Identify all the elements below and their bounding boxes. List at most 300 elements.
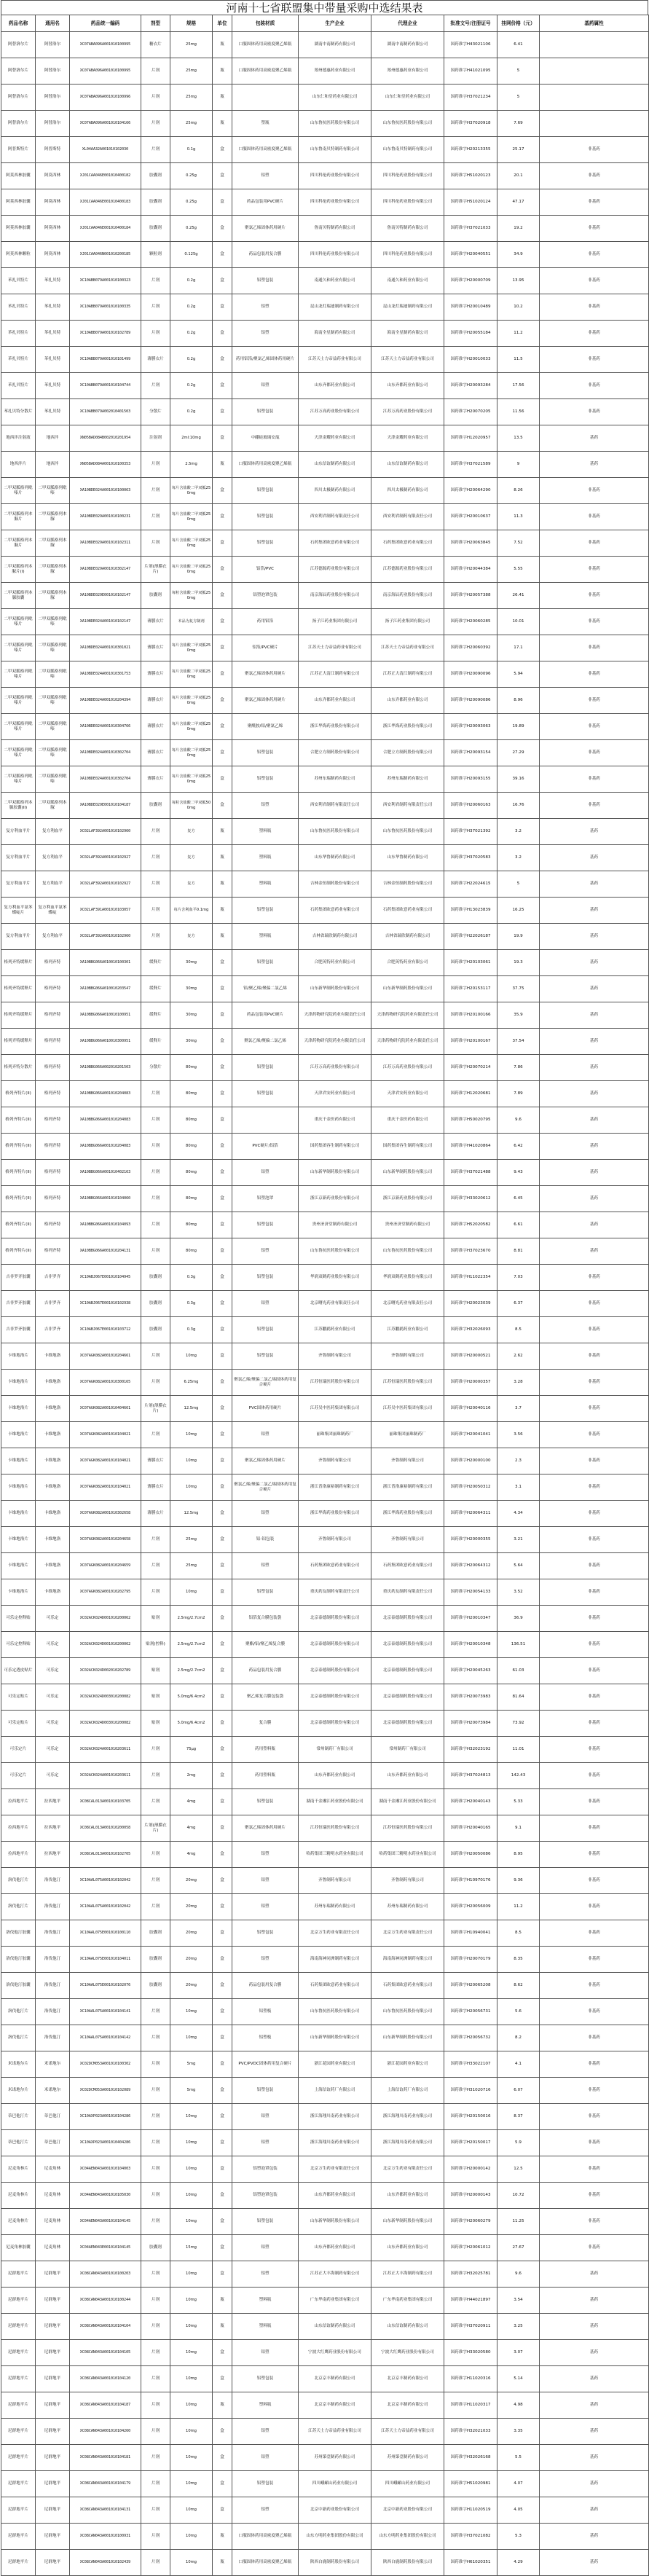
cell-price: 7.69 [497, 111, 540, 137]
cell-unit: 瓶 [213, 819, 232, 845]
cell-packaging: 铝塑包装 [232, 268, 299, 294]
cell-agent: 山东齐都药业有限公司 [371, 688, 444, 714]
cell-approval-number: 国药准字H20103061 [444, 950, 497, 976]
cell-generic-name: 可乐定 [36, 1606, 70, 1632]
cell-dosage-form: 片剂 [141, 2524, 170, 2550]
cell-drug-name: 二甲双胍格列本脲胶囊(II) [1, 793, 36, 819]
cell-generic-name: 尼群地平 [36, 2392, 70, 2419]
cell-agent: 国药集团容生制药有限公司 [371, 1134, 444, 1160]
cell-essential-drug: 非基药 [540, 1265, 649, 1291]
cell-price: 2.62 [497, 1343, 540, 1370]
cell-spec: 4mg [170, 1842, 213, 1868]
cell-approval-number: 国药准字H12020681 [444, 1081, 497, 1107]
cell-generic-name: 二甲双胍格列本脲 [36, 793, 70, 819]
cell-generic-name: 苯扎贝特 [36, 373, 70, 399]
cell-dosage-form: 片剂 [141, 1763, 170, 1789]
cell-spec: 75μg [170, 1737, 213, 1763]
cell-approval-number: 国药准字H20055184 [444, 321, 497, 347]
cell-unit: 盒 [213, 1238, 232, 1265]
cell-price: 36.9 [497, 1606, 540, 1632]
cell-spec: 25mg [170, 58, 213, 85]
cell-generic-name: 阿莫西林 [36, 163, 70, 189]
cell-packaging: 聚氯乙烯/聚偏二氯乙烯固体药用复合硬片 [232, 1474, 299, 1501]
cell-spec: 复方 [170, 924, 213, 950]
cell-essential-drug: 基药 [540, 2524, 649, 2550]
cell-essential-drug: 非基药 [540, 1920, 649, 1947]
cell-drug-code: XA10BDE029A001010100231 [70, 504, 141, 530]
cell-approval-number: 国药准字H37021488 [444, 1160, 497, 1186]
cell-manufacturer: 江苏鹏鹞药业有限公司 [299, 1317, 371, 1343]
cell-agent: 浙江花园药业有限公司 [371, 2051, 444, 2078]
cell-generic-name: 二甲双胍格列本脲 [36, 557, 70, 583]
cell-spec: 10mg [170, 2524, 213, 2550]
cell-approval-number: 国药准字H20093154 [444, 740, 497, 766]
cell-packaging: 铝塑 [232, 1422, 299, 1448]
cell-essential-drug: 非基药 [540, 1999, 649, 2025]
cell-essential-drug: 非基药 [540, 1947, 649, 1973]
table-row [1, 85, 649, 111]
cell-manufacturer: 吉林省瑞欣制药有限公司 [299, 924, 371, 950]
cell-drug-code: XC08CAL013A001010102705 [70, 1842, 141, 1868]
cell-dosage-form: 片剂 [141, 58, 170, 85]
cell-price: 10.2 [497, 294, 540, 321]
cell-manufacturer: 江苏恒瑞医药股份有限公司 [299, 1370, 371, 1396]
table-row [1, 1186, 649, 1212]
cell-approval-number: 国药准字H20063845 [444, 530, 497, 557]
cell-essential-drug: 非基药 [540, 1396, 649, 1422]
header-manufacturer: 生产企业 [299, 15, 371, 32]
cell-drug-name: 格列齐特缓释片 [1, 1002, 36, 1029]
cell-unit: 盒 [213, 399, 232, 425]
cell-agent: 山东鲁抗医药股份有限公司 [371, 1999, 444, 2025]
cell-price: 11.2 [497, 1894, 540, 1920]
cell-agent: 北京万生药业有限责任公司 [371, 1920, 444, 1947]
cell-dosage-form: 片剂 [141, 2340, 170, 2366]
cell-packaging: 铝塑包装 [232, 1212, 299, 1238]
cell-approval-number: 国药准字H20045263 [444, 1658, 497, 1684]
cell-packaging: 药用铝箔/聚氯乙烯固体药用硬片 [232, 347, 299, 373]
cell-approval-number: 国药准字H32026093 [444, 1317, 497, 1343]
cell-spec: 10mg [170, 1474, 213, 1501]
table-row [1, 609, 649, 635]
cell-unit: 盒 [213, 661, 232, 688]
cell-agent: 常州制药厂有限公司 [371, 1737, 444, 1763]
cell-generic-name: 卡维地洛 [36, 1553, 70, 1579]
cell-drug-code: XA10BDE029E001010104187 [70, 793, 141, 819]
cell-approval-number: 国药准字H33020580 [444, 2340, 497, 2366]
cell-generic-name: 尼群地平 [36, 2366, 70, 2392]
cell-dosage-form: 薄膜衣片 [141, 740, 170, 766]
cell-packaging: 铝塑包装 [232, 1789, 299, 1815]
cell-essential-drug: 非基药 [540, 661, 649, 688]
cell-unit: 盒 [213, 1606, 232, 1632]
cell-unit: 盒 [213, 2209, 232, 2235]
cell-dosage-form: 片剂 [141, 373, 170, 399]
cell-drug-code: XJ01CAA046E001010400183 [70, 189, 141, 216]
cell-spec: 30mg [170, 1029, 213, 1055]
cell-unit: 盒 [213, 1789, 232, 1815]
cell-approval-number: 国药准字H20064290 [444, 478, 497, 504]
cell-essential-drug: 非基药 [540, 347, 649, 373]
cell-approval-number: 国药准字H51020124 [444, 189, 497, 216]
cell-drug-name: 苯扎贝特分散片 [1, 399, 36, 425]
table-row [1, 1107, 649, 1134]
table-row [1, 714, 649, 740]
cell-dosage-form: 贴剂 [141, 1684, 170, 1711]
cell-dosage-form: 片剂 [141, 294, 170, 321]
cell-drug-name: 格列齐特片(II) [1, 1160, 36, 1186]
table-row [1, 1081, 649, 1107]
cell-manufacturer: 天津药物研究院药业有限责任公司 [299, 1029, 371, 1055]
table-row [1, 2183, 649, 2209]
cell-manufacturer: 北京泰德制药股份有限公司 [299, 1658, 371, 1684]
cell-packaging: 铝塑包装 [232, 1081, 299, 1107]
table-row [1, 2419, 649, 2445]
cell-dosage-form: 片剂 [141, 2471, 170, 2497]
cell-packaging: 铝塑包装 [232, 1317, 299, 1343]
cell-manufacturer: 山东齐都药业有限公司 [299, 2235, 371, 2261]
cell-essential-drug: 非基药 [540, 1789, 649, 1815]
cell-generic-name: 二甲双胍格列本脲 [36, 504, 70, 530]
cell-agent: 山东信谊制药有限公司 [371, 2314, 444, 2340]
cell-drug-code: XC10ABB079A001010100335 [70, 294, 141, 321]
cell-drug-code: XC08CAL013A001010200058 [70, 1815, 141, 1842]
cell-drug-code: XN05BAD084B002010201954 [70, 425, 141, 452]
cell-approval-number: 国药准字H37024813 [444, 1763, 497, 1789]
table-row [1, 688, 649, 714]
cell-approval-number: 国药准字H37020583 [444, 845, 497, 871]
cell-spec: 每片含利血平0.1mg [170, 898, 213, 924]
table-row [1, 557, 649, 583]
cell-unit: 瓶 [213, 32, 232, 58]
cell-dosage-form: 片剂 [141, 924, 170, 950]
cell-essential-drug: 基药 [540, 924, 649, 950]
cell-drug-name: 尼群地平片 [1, 2419, 36, 2445]
cell-manufacturer: 石药集团欧意药业有限公司 [299, 1553, 371, 1579]
cell-packaging: 聚氯乙烯/聚偏二氯乙烯固体药用复合硬片 [232, 1370, 299, 1396]
cell-dosage-form: 片剂 [141, 504, 170, 530]
cell-drug-code: XC07ABA096A001010104166 [70, 111, 141, 137]
cell-approval-number: 国药准字H32026168 [444, 2445, 497, 2471]
cell-approval-number: 国药准字H52020582 [444, 1212, 497, 1238]
cell-drug-code: XC10AAL075A001010104141 [70, 1999, 141, 2025]
cell-spec: 5mg [170, 2051, 213, 2078]
table-row [1, 1212, 649, 1238]
cell-approval-number: 国药准字H20041041 [444, 1422, 497, 1448]
cell-manufacturer: 山东新华制药股份有限公司 [299, 2209, 371, 2235]
table-row [1, 2130, 649, 2156]
cell-spec: 10mg [170, 2025, 213, 2051]
cell-dosage-form: 片剂 [141, 1343, 170, 1370]
cell-essential-drug: 非基药 [540, 1868, 649, 1894]
cell-essential-drug: 基药 [540, 2366, 649, 2392]
cell-packaging: 铝塑包装 [232, 1055, 299, 1081]
cell-generic-name: 阿替洛尔 [36, 85, 70, 111]
cell-essential-drug: 基药 [540, 2392, 649, 2419]
table-row [1, 1763, 649, 1789]
cell-dosage-form: 缓释片 [141, 976, 170, 1002]
cell-packaging: 聚酯/铝/聚乙烯复合膜 [232, 1632, 299, 1658]
cell-drug-name: 阿普斯特片 [1, 137, 36, 163]
cell-drug-code: XA10BBG066A001010204131 [70, 1238, 141, 1265]
table-row [1, 819, 649, 845]
cell-packaging: 铝塑泡罩 [232, 1186, 299, 1212]
cell-packaging: 铝塑泡罩包装 [232, 2183, 299, 2209]
cell-unit: 盒 [213, 1842, 232, 1868]
cell-spec: 10mg [170, 2130, 213, 2156]
cell-spec: 80mg [170, 1160, 213, 1186]
cell-generic-name: 格列齐特 [36, 1212, 70, 1238]
cell-manufacturer: 齐鲁制药有限公司 [299, 1868, 371, 1894]
cell-essential-drug: 基药 [540, 1212, 649, 1238]
cell-drug-code: XC10AXP023A001010104286 [70, 2104, 141, 2130]
cell-price: 6.41 [497, 32, 540, 58]
table-row [1, 1684, 649, 1711]
cell-agent: 山东新华制药股份有限公司 [371, 2209, 444, 2235]
cell-spec: 0.2g [170, 268, 213, 294]
cell-manufacturer: 江苏天士力帝益药业有限公司 [299, 2419, 371, 2445]
table-row [1, 1999, 649, 2025]
cell-generic-name: 阿莫西林 [36, 189, 70, 216]
cell-unit: 盒 [213, 2471, 232, 2497]
cell-generic-name: 格列齐特 [36, 1160, 70, 1186]
cell-packaging: 铝塑 [232, 2340, 299, 2366]
cell-approval-number: 国药准字H41021095 [444, 58, 497, 85]
cell-packaging: 铝塑包装 [232, 740, 299, 766]
cell-price: 17.56 [497, 373, 540, 399]
cell-packaging: 口服固体药用高密度聚乙烯瓶 [232, 137, 299, 163]
cell-manufacturer: 北京万生药业有限责任公司 [299, 2156, 371, 2183]
cell-dosage-form: 片剂 [141, 1553, 170, 1579]
cell-dosage-form: 胶囊剂 [141, 2235, 170, 2261]
cell-agent: 齐鲁制药有限公司 [371, 1448, 444, 1474]
cell-generic-name: 二甲双胍格列吡嗪 [36, 661, 70, 688]
table-row [1, 766, 649, 793]
cell-price: 7.03 [497, 1265, 540, 1291]
cell-approval-number: 国药准字H33022107 [444, 2051, 497, 2078]
cell-agent: 江苏吴中医药集团有限公司 [371, 1396, 444, 1422]
cell-generic-name: 阿莫西林 [36, 242, 70, 268]
cell-manufacturer: 扬子江药业集团有限公司 [299, 609, 371, 635]
cell-price: 6.07 [497, 2078, 540, 2104]
cell-essential-drug: 非基药 [540, 766, 649, 793]
cell-drug-code: XA10BBG066A010010203547 [70, 976, 141, 1002]
cell-packaging: 药品包装用复合膜 [232, 242, 299, 268]
cell-manufacturer: 丽珠集团丽珠制药厂 [299, 1422, 371, 1448]
cell-packaging: 铝塑包装 [232, 504, 299, 530]
cell-manufacturer: 西安利君制药有限责任公司 [299, 793, 371, 819]
table-row [1, 478, 649, 504]
cell-approval-number: 国药准字H37021033 [444, 216, 497, 242]
table-row [1, 2156, 649, 2183]
cell-price: 10.01 [497, 609, 540, 635]
cell-dosage-form: 片剂 [141, 2130, 170, 2156]
cell-manufacturer: 重庆千金医药有限公司 [299, 1107, 371, 1134]
cell-generic-name: 可乐定 [36, 1632, 70, 1658]
cell-packaging: PVC/PVDC固体药用复合硬片 [232, 2051, 299, 2078]
cell-price: 8.5 [497, 1920, 540, 1947]
table-row [1, 2471, 649, 2497]
cell-unit: 盒 [213, 2104, 232, 2130]
cell-packaging: 铝塑板 [232, 1999, 299, 2025]
cell-essential-drug: 基药 [540, 2471, 649, 2497]
cell-packaging: 塑料瓶 [232, 2314, 299, 2340]
cell-packaging: 铝塑 [232, 1501, 299, 1527]
cell-dosage-form: 颗粒剂 [141, 242, 170, 268]
cell-agent: 江苏天士力帝益药业有限公司 [371, 2419, 444, 2445]
table-row [1, 661, 649, 688]
cell-dosage-form: 片剂 [141, 2419, 170, 2445]
cell-dosage-form: 片剂 [141, 845, 170, 871]
cell-spec: 2.5mg [170, 452, 213, 478]
cell-essential-drug: 非基药 [540, 609, 649, 635]
cell-price: 11.2 [497, 321, 540, 347]
cell-packaging: 口服固体药用高密度聚乙烯瓶 [232, 58, 299, 85]
cell-approval-number: 国药准字H50020795 [444, 1107, 497, 1134]
cell-approval-number: 国药准字H32023192 [444, 1737, 497, 1763]
cell-spec: 25mg [170, 32, 213, 58]
cell-price: 3.1 [497, 1474, 540, 1501]
cell-generic-name: 洛伐他汀 [36, 1999, 70, 2025]
cell-essential-drug: 非基药 [540, 1632, 649, 1658]
cell-drug-name: 阿替洛尔片 [1, 58, 36, 85]
cell-manufacturer: 北京万生药业有限责任公司 [299, 1920, 371, 1947]
cell-agent: 山东鲁抗医药股份有限公司 [371, 1238, 444, 1265]
cell-price: 37.54 [497, 1029, 540, 1055]
cell-dosage-form: 薄膜衣片 [141, 714, 170, 740]
cell-approval-number: 国药准字H20090086 [444, 688, 497, 714]
table-row [1, 268, 649, 294]
table-row [1, 924, 649, 950]
cell-manufacturer: 合肥立方制药股份有限公司 [299, 740, 371, 766]
cell-essential-drug: 非基药 [540, 1291, 649, 1317]
cell-approval-number: 国药准字H20153117 [444, 976, 497, 1002]
cell-spec: 20mg [170, 1973, 213, 1999]
cell-price: 5.64 [497, 1553, 540, 1579]
cell-price: 11.56 [497, 399, 540, 425]
cell-price: 73.92 [497, 1711, 540, 1737]
cell-manufacturer: 江苏正大清江制药有限公司 [299, 661, 371, 688]
cell-drug-code: XC02ACK024A001010203611 [70, 1737, 141, 1763]
cell-generic-name: 卡维地洛 [36, 1343, 70, 1370]
cell-manufacturer: 山东信谊制药有限公司 [299, 2314, 371, 2340]
cell-price: 4.07 [497, 2471, 540, 2497]
cell-agent: 南京海辰药业股份有限公司 [371, 583, 444, 609]
cell-drug-code: XC02ACK024D002010202789 [70, 1658, 141, 1684]
cell-price: 3.21 [497, 1527, 540, 1553]
cell-essential-drug: 基药 [540, 976, 649, 1002]
header-generic-name: 通用名 [36, 15, 70, 32]
cell-spec: 20mg [170, 1920, 213, 1947]
cell-unit: 盒 [213, 1422, 232, 1448]
cell-packaging: 铝塑 [232, 1291, 299, 1317]
table-row [1, 294, 649, 321]
cell-unit: 瓶 [213, 2314, 232, 2340]
cell-essential-drug: 非基药 [540, 2051, 649, 2078]
cell-drug-name: 尼群地平片 [1, 2471, 36, 2497]
cell-price: 5.3 [497, 2524, 540, 2550]
cell-dosage-form: 缓释片 [141, 1002, 170, 1029]
cell-unit: 盒 [213, 557, 232, 583]
cell-drug-name: 洛伐他汀胶囊 [1, 1947, 36, 1973]
cell-generic-name: 尼群地平 [36, 2314, 70, 2340]
cell-price: 3.54 [497, 2288, 540, 2314]
cell-packaging: 铝塑泡罩包装 [232, 2156, 299, 2183]
cell-drug-name: 卡维地洛片 [1, 1422, 36, 1448]
cell-agent: 天津金耀药业有限公司 [371, 425, 444, 452]
table-row [1, 189, 649, 216]
cell-packaging: 药品包装用PVC硬片 [232, 189, 299, 216]
cell-manufacturer: 昆山龙灯瑞迪制药有限公司 [299, 294, 371, 321]
cell-essential-drug: 非基药 [540, 373, 649, 399]
cell-agent: 昆山龙灯瑞迪制药有限公司 [371, 294, 444, 321]
cell-dosage-form: 片剂 [141, 1789, 170, 1815]
cell-unit: 盒 [213, 1134, 232, 1160]
cell-manufacturer: 国药集团容生制药有限公司 [299, 1134, 371, 1160]
cell-price: 3.35 [497, 2419, 540, 2445]
table-row [1, 2104, 649, 2130]
cell-essential-drug: 非基药 [540, 1815, 649, 1842]
cell-manufacturer: 湖南中南制药有限公司 [299, 32, 371, 58]
cell-drug-name: 可乐定片 [1, 1737, 36, 1763]
cell-approval-number: 国药准字H20050312 [444, 1474, 497, 1501]
cell-generic-name: 拉西地平 [36, 1789, 70, 1815]
cell-drug-code: XA10BDE024A001010302704 [70, 766, 141, 793]
cell-unit: 盒 [213, 530, 232, 557]
cell-manufacturer: 石药集团欧意药业有限公司 [299, 898, 371, 924]
cell-generic-name: 二甲双胍格列吡嗪 [36, 766, 70, 793]
cell-dosage-form: 分散片 [141, 399, 170, 425]
cell-essential-drug: 非基药 [540, 1658, 649, 1684]
cell-drug-code: XC02ACK024D001010200062 [70, 1632, 141, 1658]
cell-unit: 盒 [213, 793, 232, 819]
cell-dosage-form: 注射剂 [141, 425, 170, 452]
cell-packaging: 塑料瓶 [232, 2288, 299, 2314]
table-row [1, 1789, 649, 1815]
cell-drug-code: XC02ACK024D001010200062 [70, 1606, 141, 1632]
cell-dosage-form: 片剂 [141, 1737, 170, 1763]
cell-dosage-form: 片剂 [141, 1238, 170, 1265]
table-row [1, 2235, 649, 2261]
cell-agent: 山东齐都药业有限公司 [371, 1763, 444, 1789]
cell-approval-number: 国药准字H41020864 [444, 1134, 497, 1160]
cell-essential-drug: 基药 [540, 2288, 649, 2314]
cell-price: 5.6 [497, 1999, 540, 2025]
cell-price: 8.5 [497, 1317, 540, 1343]
cell-packaging: 铝塑包装 [232, 950, 299, 976]
cell-spec: 本品为复方制剂 [170, 609, 213, 635]
cell-packaging: 聚氯乙烯固体药用硬片 [232, 1815, 299, 1842]
cell-unit: 盒 [213, 1501, 232, 1527]
cell-essential-drug: 非基药 [540, 242, 649, 268]
cell-price: 61.03 [497, 1658, 540, 1684]
cell-generic-name: 阿莫西林 [36, 216, 70, 242]
cell-spec: 复方 [170, 845, 213, 871]
table-row [1, 1265, 649, 1291]
cell-generic-name: 拉西地平 [36, 1815, 70, 1842]
cell-drug-name: 二甲双胍格列本脲片 [1, 530, 36, 557]
cell-approval-number: 国药准字H20150016 [444, 2104, 497, 2130]
cell-agent: 苏州东瑞制药有限公司 [371, 766, 444, 793]
cell-manufacturer: 齐鲁制药有限公司 [299, 1448, 371, 1474]
cell-essential-drug [540, 32, 649, 58]
cell-spec: 25mg [170, 1553, 213, 1579]
cell-manufacturer: 合肥英特药业有限公司 [299, 950, 371, 976]
cell-agent: 北京曙光药业有限责任公司 [371, 1291, 444, 1317]
table-row [1, 163, 649, 189]
cell-drug-name: 苯扎贝特片 [1, 294, 36, 321]
cell-agent: 山东华鲁制药有限公司 [371, 845, 444, 871]
